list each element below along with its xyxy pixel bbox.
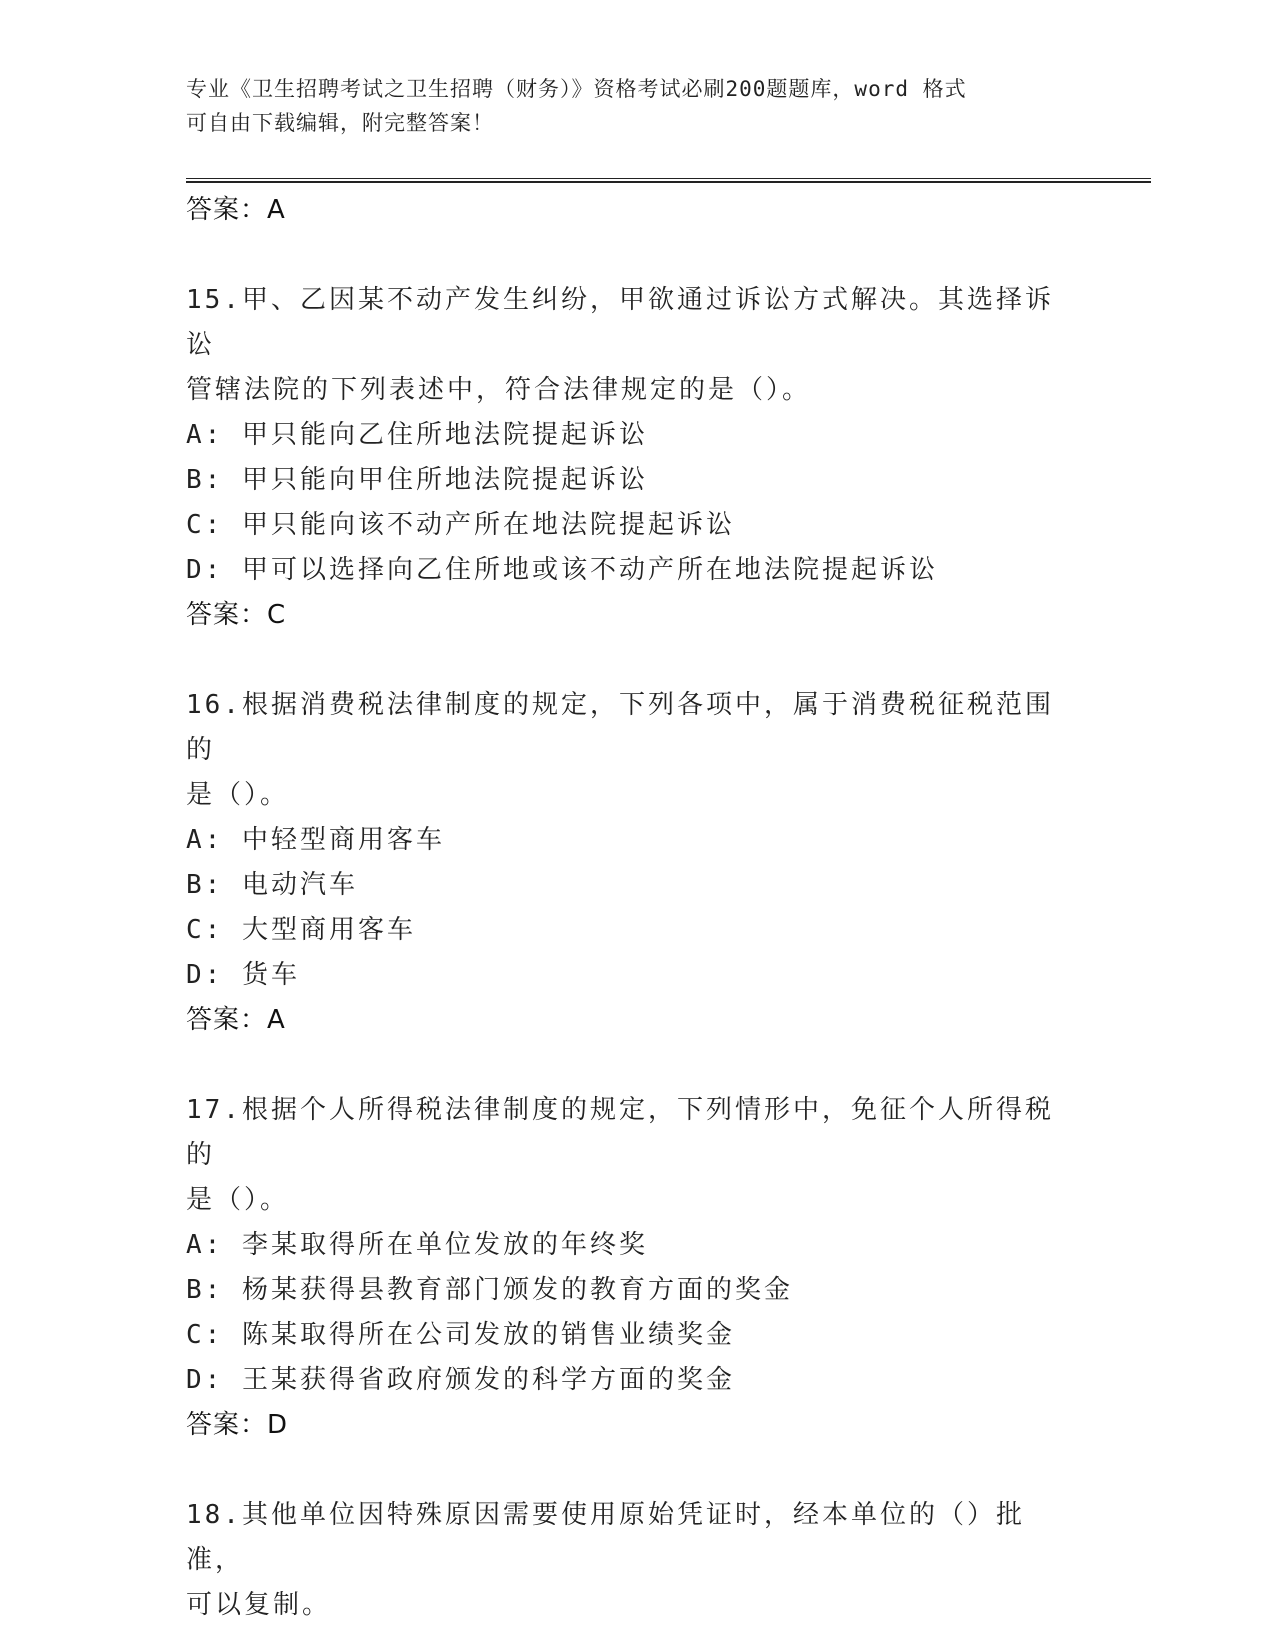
question-17-option-c: C: 陈某取得所在公司发放的销售业绩奖金	[186, 1320, 735, 1350]
question-15-line-1: 15.甲、乙因某不动产发生纠纷，甲欲通过诉讼方式解决。其选择诉讼	[186, 285, 1054, 360]
question-17-line-1: 17.根据个人所得税法律制度的规定，下列情形中，免征个人所得税的	[186, 1095, 1054, 1170]
question-16-line-2: 是（）。	[186, 780, 290, 810]
question-16-line-1: 16.根据消费税法律制度的规定，下列各项中，属于消费税征税范围的	[186, 690, 1054, 765]
header-divider-thick	[186, 181, 1151, 183]
header-divider	[186, 178, 1151, 179]
question-16-answer: 答案：A	[186, 1005, 286, 1035]
question-15-option-c: C: 甲只能向该不动产所在地法院提起诉讼	[186, 510, 735, 540]
question-16-option-b: B: 电动汽车	[186, 870, 358, 900]
question-15-answer: 答案：C	[186, 600, 287, 630]
question-17-option-b: B: 杨某获得县教育部门颁发的教育方面的奖金	[186, 1275, 793, 1305]
question-18-line-2: 可以复制。	[186, 1590, 332, 1620]
question-15-option-d: D: 甲可以选择向乙住所地或该不动产所在地法院提起诉讼	[186, 555, 938, 585]
question-15	[186, 278, 1076, 638]
question-17-line-2: 是（）。	[186, 1185, 290, 1215]
header-title-line-2: 可自由下载编辑，附完整答案！	[186, 111, 494, 135]
question-17-answer: 答案：D	[186, 1410, 289, 1440]
question-15-option-a: A: 甲只能向乙住所地法院提起诉讼	[186, 420, 648, 450]
question-16-option-d: D: 货车	[186, 960, 300, 990]
question-16-option-a: A: 中轻型商用客车	[186, 825, 445, 855]
question-15-line-2: 管辖法院的下列表述中，符合法律规定的是（）。	[186, 375, 812, 405]
question-16	[186, 683, 1076, 1043]
question-17-option-a: A: 李某取得所在单位发放的年终奖	[186, 1230, 648, 1260]
header-title-line-1: 专业《卫生招聘考试之卫生招聘（财务）》资格考试必刷200题题库，word 格式	[186, 77, 967, 101]
question-16-option-c: C: 大型商用客车	[186, 915, 416, 945]
page-header	[186, 72, 1066, 140]
question-17	[186, 1088, 1076, 1448]
question-18-line-1: 18.其他单位因特殊原因需要使用原始凭证时，经本单位的（）批准，	[186, 1500, 1025, 1575]
question-15-option-b: B: 甲只能向甲住所地法院提起诉讼	[186, 465, 648, 495]
answer-14: 答案：A	[186, 195, 286, 225]
question-18	[186, 1493, 1076, 1628]
question-17-option-d: D: 王某获得省政府颁发的科学方面的奖金	[186, 1365, 735, 1395]
document-body	[186, 188, 1076, 1628]
